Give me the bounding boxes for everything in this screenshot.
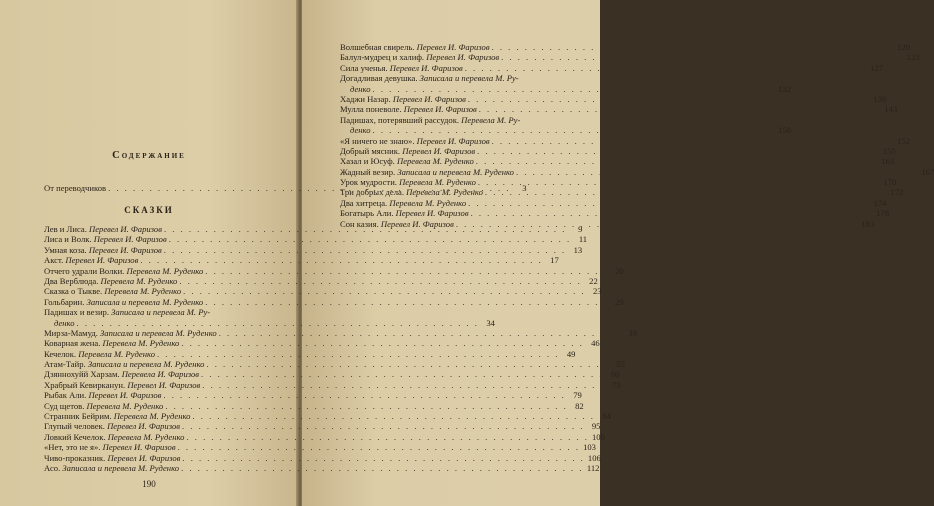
toc-entry-text — [44, 266, 203, 276]
toc-entry-translator: Перевел И. Фаризов — [395, 208, 469, 219]
toc-entry-translator: Записала и перевела М. Руденко — [100, 327, 217, 338]
toc-entry-title: Мулла поневоле. — [340, 104, 402, 115]
toc-entry-text — [340, 63, 463, 73]
toc-entry-text — [44, 411, 190, 421]
toc-entry-translator: Перевела М. Руденко — [86, 400, 164, 411]
toc-page-number: 127 — [870, 62, 884, 73]
toc-entry-text — [44, 421, 180, 431]
toc-entry — [340, 135, 911, 146]
toc-entry-translator: Перевел И. Фаризов — [89, 223, 162, 234]
toc-entry — [44, 348, 576, 359]
toc-entry-text — [44, 359, 204, 369]
toc-entry — [340, 52, 920, 63]
toc-page-number: 20 — [615, 265, 624, 276]
toc-entry-title: Сон казия. — [340, 218, 379, 229]
toc-entry-title: Дзяннохуйй Харзам. — [44, 369, 120, 380]
toc-leader-dots — [203, 266, 609, 276]
toc-leader-dots — [371, 84, 777, 94]
toc-entry-translator: Перевел И. Фаризов — [416, 41, 490, 52]
toc-entry-text — [340, 52, 499, 62]
toc-page-number: 136 — [873, 93, 887, 104]
toc-page-number: 34 — [486, 317, 495, 328]
toc-entry — [44, 327, 638, 338]
toc-leader-dots — [190, 411, 596, 421]
toc-right-list — [340, 41, 934, 229]
toc-entry-translator: Записала и перевела М. Руденко — [86, 296, 204, 307]
toc-entry-text — [340, 104, 477, 114]
toc-entry-title: Чиво-проказник. — [44, 452, 106, 463]
toc-entry-text — [340, 167, 514, 177]
toc-leader-dots — [199, 369, 605, 379]
toc-leader-dots — [490, 136, 896, 146]
toc-entry-text — [44, 349, 155, 359]
toc-entry-translator: Перевел И. Фаризов — [389, 62, 463, 73]
toc-page-number: 29 — [615, 296, 624, 307]
toc-entry — [44, 255, 559, 266]
toc-page-number: 46 — [591, 338, 600, 349]
toc-entry — [44, 307, 276, 317]
toc-page-number: 163 — [881, 156, 895, 167]
toc-entry-text — [44, 276, 177, 286]
toc-entry-title: Падишах, потерявший рассудок. — [340, 114, 460, 125]
toc-entry — [44, 296, 624, 307]
toc-leader-dots — [179, 463, 585, 473]
toc-leader-dots — [177, 276, 583, 286]
toc-page-number: 132 — [778, 83, 791, 94]
toc-entry-title: Атам-Тайр. — [44, 359, 86, 370]
toc-entry-translator: Перевел И. Фаризов — [107, 421, 180, 432]
toc-entry — [44, 462, 600, 473]
toc-entry-translator: Записала и перевела М. Ру- — [419, 73, 519, 84]
toc-entry-text — [340, 208, 469, 218]
toc-page-number: 106 — [587, 452, 601, 463]
toc-page-number: 172 — [890, 187, 904, 198]
toc-entry-translator: Перевела М. Руденко — [396, 156, 474, 167]
toc-entry-translator: Перевел И. Фаризов — [88, 390, 162, 401]
toc-page-number: 17 — [550, 255, 559, 266]
toc-entry-translator: Перевела М. Руденко — [107, 431, 185, 442]
toc-entry-text — [340, 146, 475, 156]
toc-entry-translator: денко — [54, 317, 75, 328]
toc-leader-dots — [476, 177, 882, 187]
toc-entry-title: Урок мудрости. — [340, 177, 397, 188]
toc-entry-translator: денко — [350, 125, 371, 136]
toc-entry-title: Падишах и везир. — [44, 307, 109, 318]
toc-leader-dots — [184, 432, 590, 442]
toc-entry-title: Лиса и Волк. — [44, 234, 92, 245]
toc-entry — [340, 104, 898, 115]
toc-entry-translator: Перевел И. Фаризов — [127, 379, 201, 390]
toc-leader-dots — [477, 104, 883, 114]
toc-entry — [44, 452, 601, 463]
toc-entry-translator: Записала и перевела М. Руденко — [62, 462, 180, 473]
toc-entry — [44, 286, 602, 297]
toc-leader-dots — [176, 442, 582, 452]
toc-entry-text — [44, 369, 199, 379]
toc-entry — [340, 41, 910, 52]
toc-entry-text — [350, 125, 371, 135]
toc-entry — [340, 62, 884, 73]
toc-page-number: 73 — [612, 379, 621, 390]
toc-leader-dots — [371, 125, 777, 135]
toc-entry-translator: Перевел И. Фаризов — [65, 255, 139, 266]
toc-entry — [44, 431, 605, 442]
toc-entry-text — [54, 318, 75, 328]
toc-leader-dots — [469, 208, 875, 218]
toc-entry-translator: Записала и перевела М. Руденко — [87, 359, 205, 370]
toc-page-number: 123 — [906, 52, 920, 63]
toc-entry-translator: Перевел И. Фаризов — [403, 104, 477, 115]
toc-entry-text — [44, 390, 161, 400]
toc-entry-translator: Перевел И. Фаризов — [380, 218, 454, 229]
toc-entry-text — [340, 42, 490, 52]
toc-entry-title: Догадливая девушка. — [340, 73, 418, 84]
toc-entry-text — [44, 442, 176, 452]
toc-leader-dots — [490, 42, 896, 52]
toc-entry-translator: Перевела И. Фаризов — [121, 369, 200, 380]
toc-leader-dots — [180, 421, 586, 431]
toc-entry — [44, 275, 598, 286]
toc-entry — [44, 390, 582, 401]
toc-entry-translator: Перевел И. Фаризов — [88, 244, 162, 255]
toc-entry-text — [44, 307, 210, 317]
toc-entry-title: Странник Бейрим. — [44, 411, 112, 422]
toc-page-number: 155 — [882, 145, 896, 156]
toc-page-number: 103 — [583, 442, 596, 453]
toc-leader-dots — [454, 219, 860, 229]
toc-leader-dots — [75, 318, 481, 328]
toc-entry-translator: Перевела М. Ру- — [461, 114, 521, 125]
toc-entry-title: Суд щетов. — [44, 400, 85, 411]
toc-leader-dots — [180, 453, 586, 463]
toc-entry-translator: Записала и перевела М. Руденко — [397, 166, 514, 177]
toc-entry-translator: Перевела М. Руденко — [399, 177, 476, 188]
toc-entry-title: Акст. — [44, 255, 64, 266]
toc-entry — [44, 265, 624, 276]
toc-entry-title: Жадный везир. — [340, 166, 396, 177]
toc-entry — [340, 115, 566, 125]
toc-page-number: 100 — [592, 431, 605, 442]
toc-entry-text — [44, 224, 162, 234]
toc-entry-text — [340, 177, 476, 187]
toc-entry-title: Рыбак Али. — [44, 390, 87, 401]
toc-leader-dots — [161, 390, 567, 400]
toc-entry-text — [44, 286, 181, 296]
page-number: 190 — [142, 479, 156, 489]
toc-page-number: 95 — [591, 421, 601, 432]
toc-entry-text — [44, 297, 203, 307]
toc-entry-title: Лев и Лиса. — [44, 223, 87, 234]
toc-entry-title: Хазал и Юсуф. — [340, 156, 395, 167]
toc-entry — [340, 218, 875, 229]
toc-entry — [44, 400, 584, 411]
toc-entry-text — [350, 84, 371, 94]
toc-entry-text — [44, 338, 179, 348]
toc-entry-text — [44, 245, 162, 255]
toc-page-number: 84 — [602, 411, 611, 422]
toc-page-number: 49 — [566, 348, 576, 359]
toc-entry-text — [44, 463, 179, 473]
toc-entry-translator: Перевела М. Руденко — [78, 348, 155, 359]
toc-leader-dots — [204, 359, 610, 369]
toc-entry — [340, 187, 904, 198]
toc-entry-title: Балул-мудрец и халиф. — [340, 52, 425, 63]
toc-entry-title: «Я ничего не знаю». — [340, 135, 415, 146]
toc-entry-text — [44, 328, 217, 338]
toc-entry-translator: Перевел И. Фаризов — [93, 234, 167, 245]
toc-page-number: 167 — [921, 166, 934, 177]
toc-entry-translator: Перевел И. Фаризов — [392, 93, 466, 104]
toc-entry-text — [44, 183, 106, 193]
toc-entry-text — [340, 219, 454, 229]
toc-entry-title: Богатырь Али. — [340, 208, 394, 219]
toc-entry — [44, 442, 596, 453]
toc-entry — [340, 208, 889, 219]
toc-entry-text — [340, 115, 520, 125]
toc-page-number: 79 — [573, 390, 582, 401]
contents-title: Содержание — [112, 150, 186, 161]
toc-entry-text — [44, 255, 138, 265]
toc-entry — [44, 317, 495, 328]
toc-entry-title: Два Верблюда. — [44, 275, 99, 286]
toc-page-number: 3 — [522, 182, 527, 193]
toc-entry-translator: Перевела М. Руденко — [126, 265, 204, 276]
toc-leader-dots — [138, 255, 544, 265]
toc-entry-title: Два хитреца. — [340, 197, 388, 208]
toc-entry — [340, 166, 934, 177]
toc-entry-title: Мирза-Мамуд. — [44, 327, 98, 338]
toc-page-number: 112 — [586, 462, 600, 473]
toc-entry-title: Хаджи Назар. — [340, 93, 391, 104]
toc-page-number: 174 — [873, 197, 887, 208]
toc-entry-text — [44, 401, 163, 411]
toc-entry-title: Добрый мясник. — [340, 145, 401, 156]
toc-leader-dots — [155, 349, 561, 359]
toc-entry-text — [340, 94, 466, 104]
toc-entry-title: Сказка о Тыкве. — [44, 286, 103, 297]
toc-leader-dots — [499, 52, 905, 62]
toc-entry-title: Глупый человек. — [44, 421, 105, 432]
toc-entry-translator: Перевел И. Фаризов — [426, 52, 500, 63]
toc-entry-text — [44, 453, 180, 463]
toc-entry — [44, 421, 601, 432]
toc-entry — [44, 379, 621, 390]
toc-leader-dots — [200, 380, 606, 390]
toc-page-number: 9 — [578, 223, 583, 234]
toc-entry-translator: Перевел И. Фаризов — [107, 452, 181, 463]
toc-entry-text — [340, 73, 519, 83]
toc-entry — [340, 145, 896, 156]
toc-leader-dots — [466, 94, 872, 104]
toc-page-number: 82 — [575, 400, 584, 411]
toc-entry-translator: Перевела М. Руденко — [104, 286, 182, 297]
toc-entry-title: От переводчиков — [44, 182, 107, 193]
toc-entry-text — [44, 432, 184, 442]
toc-leader-dots — [463, 63, 869, 73]
toc-entry-title: Гольбарин. — [44, 296, 85, 307]
toc-entry — [340, 73, 566, 83]
toc-entry-title: Ловкий Кечелок. — [44, 431, 106, 442]
toc-entry — [44, 244, 583, 255]
toc-entry-text — [340, 198, 466, 208]
toc-entry-text — [340, 136, 490, 146]
section-title: СКАЗКИ — [124, 205, 174, 215]
toc-page-number: 22 — [589, 275, 598, 286]
toc-entry-title: Асо. — [44, 462, 61, 473]
toc-entry-translator: Записала и перевела М. Ру- — [111, 307, 211, 318]
toc-leader-dots — [474, 156, 880, 166]
toc-entry-text — [44, 380, 200, 390]
toc-leader-dots — [167, 234, 573, 244]
toc-entry — [340, 177, 897, 188]
toc-entry-text — [340, 156, 474, 166]
toc-entry-translator: Перевела М. Руденко — [102, 338, 180, 349]
toc-entry-text — [340, 187, 483, 197]
toc-leader-dots — [475, 146, 881, 156]
toc-entry-title: Коварная жена. — [44, 338, 101, 349]
toc-entry — [340, 125, 791, 136]
toc-page-number: 170 — [883, 177, 897, 188]
toc-entry-title: Умная коза. — [44, 244, 87, 255]
toc-page-number: 11 — [578, 234, 588, 245]
toc-entry-title: Три добрых дела. — [340, 187, 404, 198]
toc-leader-dots — [217, 328, 623, 338]
toc-entry — [340, 83, 791, 94]
toc-page-number: 120 — [897, 41, 910, 52]
toc-entry — [44, 338, 600, 349]
toc-entry-translator: Перевела М. Руденко — [389, 197, 467, 208]
toc-page-number: 39 — [628, 327, 638, 338]
toc-entry-translator: денко — [350, 83, 371, 94]
toc-page-number: 13 — [573, 244, 583, 255]
toc-leader-dots — [514, 167, 920, 177]
toc-entry — [44, 234, 588, 245]
toc-leader-dots — [203, 297, 609, 307]
toc-entry — [340, 93, 887, 104]
toc-leader-dots — [179, 338, 585, 348]
toc-entry — [340, 156, 895, 167]
toc-leader-dots — [162, 245, 568, 255]
toc-page-number: 55 — [616, 359, 625, 370]
toc-entry-translator: Перевел И. Фаризов — [416, 135, 490, 146]
toc-entry-title: Кечелок. — [44, 348, 77, 359]
toc-leader-dots — [181, 286, 587, 296]
toc-entry-title: Храбрый Кевирканун. — [44, 379, 126, 390]
toc-page-number: 183 — [861, 218, 875, 229]
toc-entry — [44, 359, 625, 370]
toc-page-number: 23 — [592, 286, 602, 297]
toc-entry — [340, 197, 887, 208]
toc-entry-text — [44, 234, 167, 244]
toc-entry-title: Волшебная свирель. — [340, 41, 415, 52]
toc-page-number: 143 — [884, 104, 898, 115]
toc-entry-translator: Перевела М. Руденко — [100, 275, 178, 286]
toc-entry-title: «Нет, это не я». — [44, 442, 101, 453]
toc-leader-dots — [466, 198, 872, 208]
toc-leader-dots — [483, 187, 889, 197]
toc-page-number: 152 — [897, 135, 911, 146]
toc-entry — [44, 411, 611, 422]
toc-page-number: 178 — [876, 208, 889, 219]
toc-entry-translator: Перевел И. Фаризов — [402, 145, 476, 156]
toc-entry-title: Сила ученья. — [340, 62, 388, 73]
toc-entry-translator: Перевела М. Руденко — [113, 411, 191, 422]
toc-entry-translator: Перевел И. Фаризов — [102, 442, 176, 453]
toc-entry-translator: Перевела М. Руденко — [406, 187, 483, 198]
toc-page-number: 150 — [778, 125, 791, 136]
toc-entry — [44, 369, 620, 380]
toc-leader-dots — [163, 401, 569, 411]
toc-page-number: 60 — [610, 369, 620, 380]
toc-entry-title: Отчего удрали Волки. — [44, 265, 125, 276]
